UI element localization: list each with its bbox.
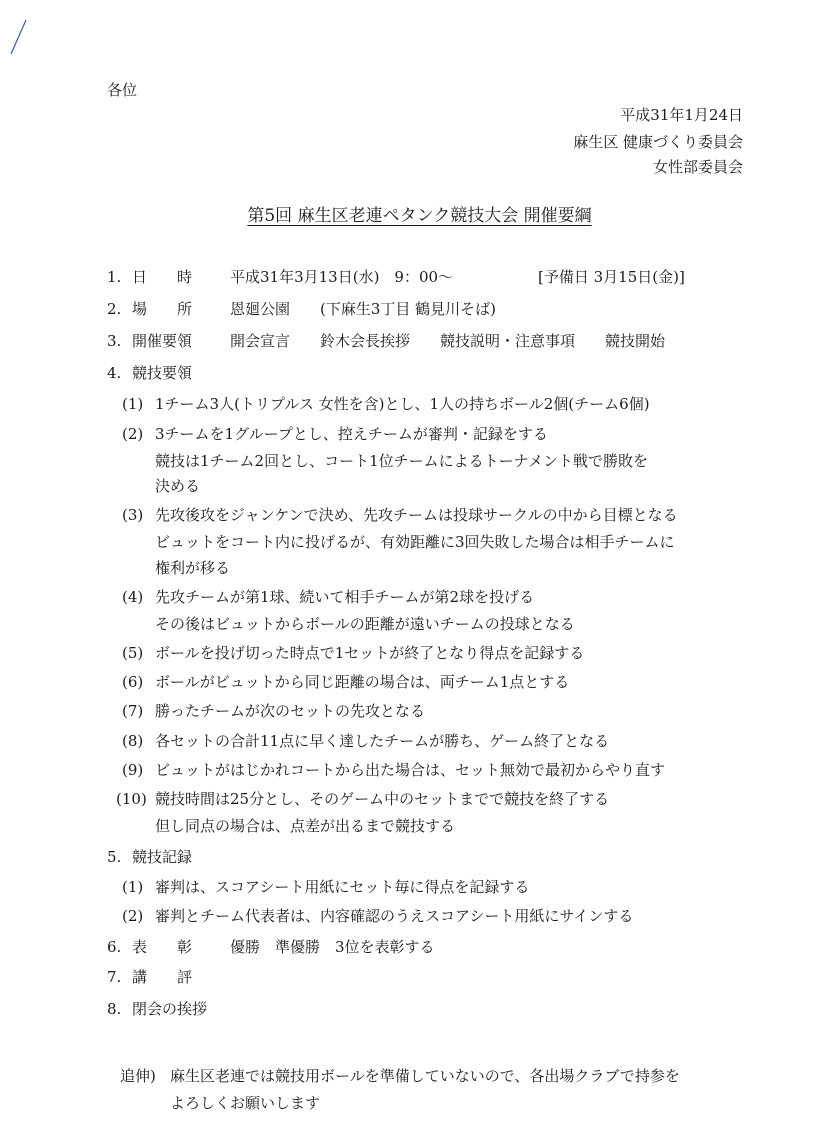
rule-5-line-1: ボールを投げ切った時点で1セットが終了となり得点を記録する	[155, 644, 585, 662]
issuer-subcommittee: 女性部委員会	[652, 158, 743, 176]
section-3-number: 3.	[107, 332, 122, 350]
rule-9-line-1: ビュットがはじかれコートから出た場合は、セット無効で最初からやり直す	[155, 761, 666, 779]
rule-3-line-1: 先攻後攻をジャンケンで決め、先攻チームは投球サークルの中から目標となる	[155, 506, 678, 524]
section-7-label: 講 評	[132, 968, 193, 986]
issue-date: 平成31年1月24日	[620, 106, 743, 124]
rule-8-line-1: 各セットの合計11点に早く達したチームが勝ち、ゲーム終了となる	[155, 732, 610, 750]
rule-5-number: (5)	[122, 644, 144, 662]
section-1-label: 日 時	[132, 268, 193, 286]
record-1-text: 審判は、スコアシート用紙にセット毎に得点を記録する	[155, 878, 530, 896]
section-2-value: 恩廻公園 (下麻生3丁目 鶴見川そば)	[230, 300, 497, 318]
rule-8-number: (8)	[122, 732, 144, 750]
section-3-label: 開催要領	[132, 332, 193, 350]
record-1-number: (1)	[122, 878, 144, 896]
rule-2-line-2: 競技は1チーム2回とし、コート1位チームによるトーナメント戦で勝敗を	[155, 452, 649, 470]
postscript-line-2: よろしくお願いします	[170, 1094, 321, 1112]
record-2-text: 審判とチーム代表者は、内容確認のうえスコアシート用紙にサインする	[155, 907, 634, 925]
section-6-value: 優勝 準優勝 3位を表彰する	[230, 938, 435, 956]
section-2-label: 場 所	[132, 300, 193, 318]
document-title: 第5回 麻生区老連ペタンク競技大会 開催要綱	[247, 206, 592, 226]
rule-10-line-2: 但し同点の場合は、点差が出るまで競技する	[155, 817, 456, 835]
rule-9-number: (9)	[122, 761, 144, 779]
record-2-number: (2)	[122, 907, 144, 925]
rule-2-line-1: 3チームを1グループとし、控えチームが審判・記録をする	[155, 425, 548, 443]
section-8-number: 8.	[107, 1000, 122, 1018]
rule-10-number: (10)	[116, 790, 147, 808]
section-4-number: 4.	[107, 364, 122, 382]
section-1-value: 平成31年3月13日(水) 9：00～	[230, 268, 454, 286]
section-5-label: 競技記録	[132, 848, 193, 866]
addressee: 各位	[107, 81, 138, 99]
rule-10-line-1: 競技時間は25分とし、そのゲーム中のセットまでで競技を終了する	[155, 790, 610, 808]
rule-4-line-1: 先攻チームが第1球、続いて相手チームが第2球を投げる	[155, 588, 535, 606]
rule-6-number: (6)	[122, 673, 144, 691]
rule-7-number: (7)	[122, 702, 144, 720]
section-3-value: 開会宣言 鈴木会長挨拶 競技説明・注意事項 競技開始	[230, 332, 666, 350]
rule-6-line-1: ボールがビュットから同じ距離の場合は、両チーム1点とする	[155, 673, 570, 691]
rule-1-number: (1)	[122, 395, 144, 413]
postscript-line-1: 麻生区老連では競技用ボールを準備していないので、各出場クラブで持参を	[170, 1067, 680, 1085]
scan-mark	[8, 18, 30, 56]
rule-2-line-3: 決める	[155, 477, 201, 495]
rule-3-line-3: 権利が移る	[155, 559, 231, 577]
rule-2-number: (2)	[122, 425, 144, 443]
postscript-label: 追伸)	[120, 1067, 156, 1085]
section-5-number: 5.	[107, 848, 122, 866]
issuer-committee: 麻生区 健康づくり委員会	[573, 133, 743, 151]
section-6-label: 表 彰	[132, 938, 193, 956]
rule-3-line-2: ビュットをコート内に投げるが、有効距離に3回失敗した場合は相手チームに	[155, 533, 675, 551]
rule-7-line-1: 勝ったチームが次のセットの先攻となる	[155, 702, 426, 720]
rule-3-number: (3)	[122, 506, 144, 524]
section-1-number: 1.	[107, 268, 122, 286]
rule-4-number: (4)	[122, 588, 144, 606]
section-2-number: 2.	[107, 300, 122, 318]
section-1-reserve-day: [予備日 3月15日(金)]	[538, 268, 685, 286]
section-7-number: 7.	[107, 968, 122, 986]
rule-4-line-2: その後はビュットからボールの距離が遠いチームの投球となる	[155, 615, 575, 633]
section-8-label: 閉会の挨拶	[132, 1000, 208, 1018]
section-6-number: 6.	[107, 938, 122, 956]
section-4-label: 競技要領	[132, 364, 193, 382]
rule-1-line-1: 1チーム3人(トリプルス 女性を含)とし、1人の持ちボール2個(チーム6個)	[155, 395, 650, 413]
